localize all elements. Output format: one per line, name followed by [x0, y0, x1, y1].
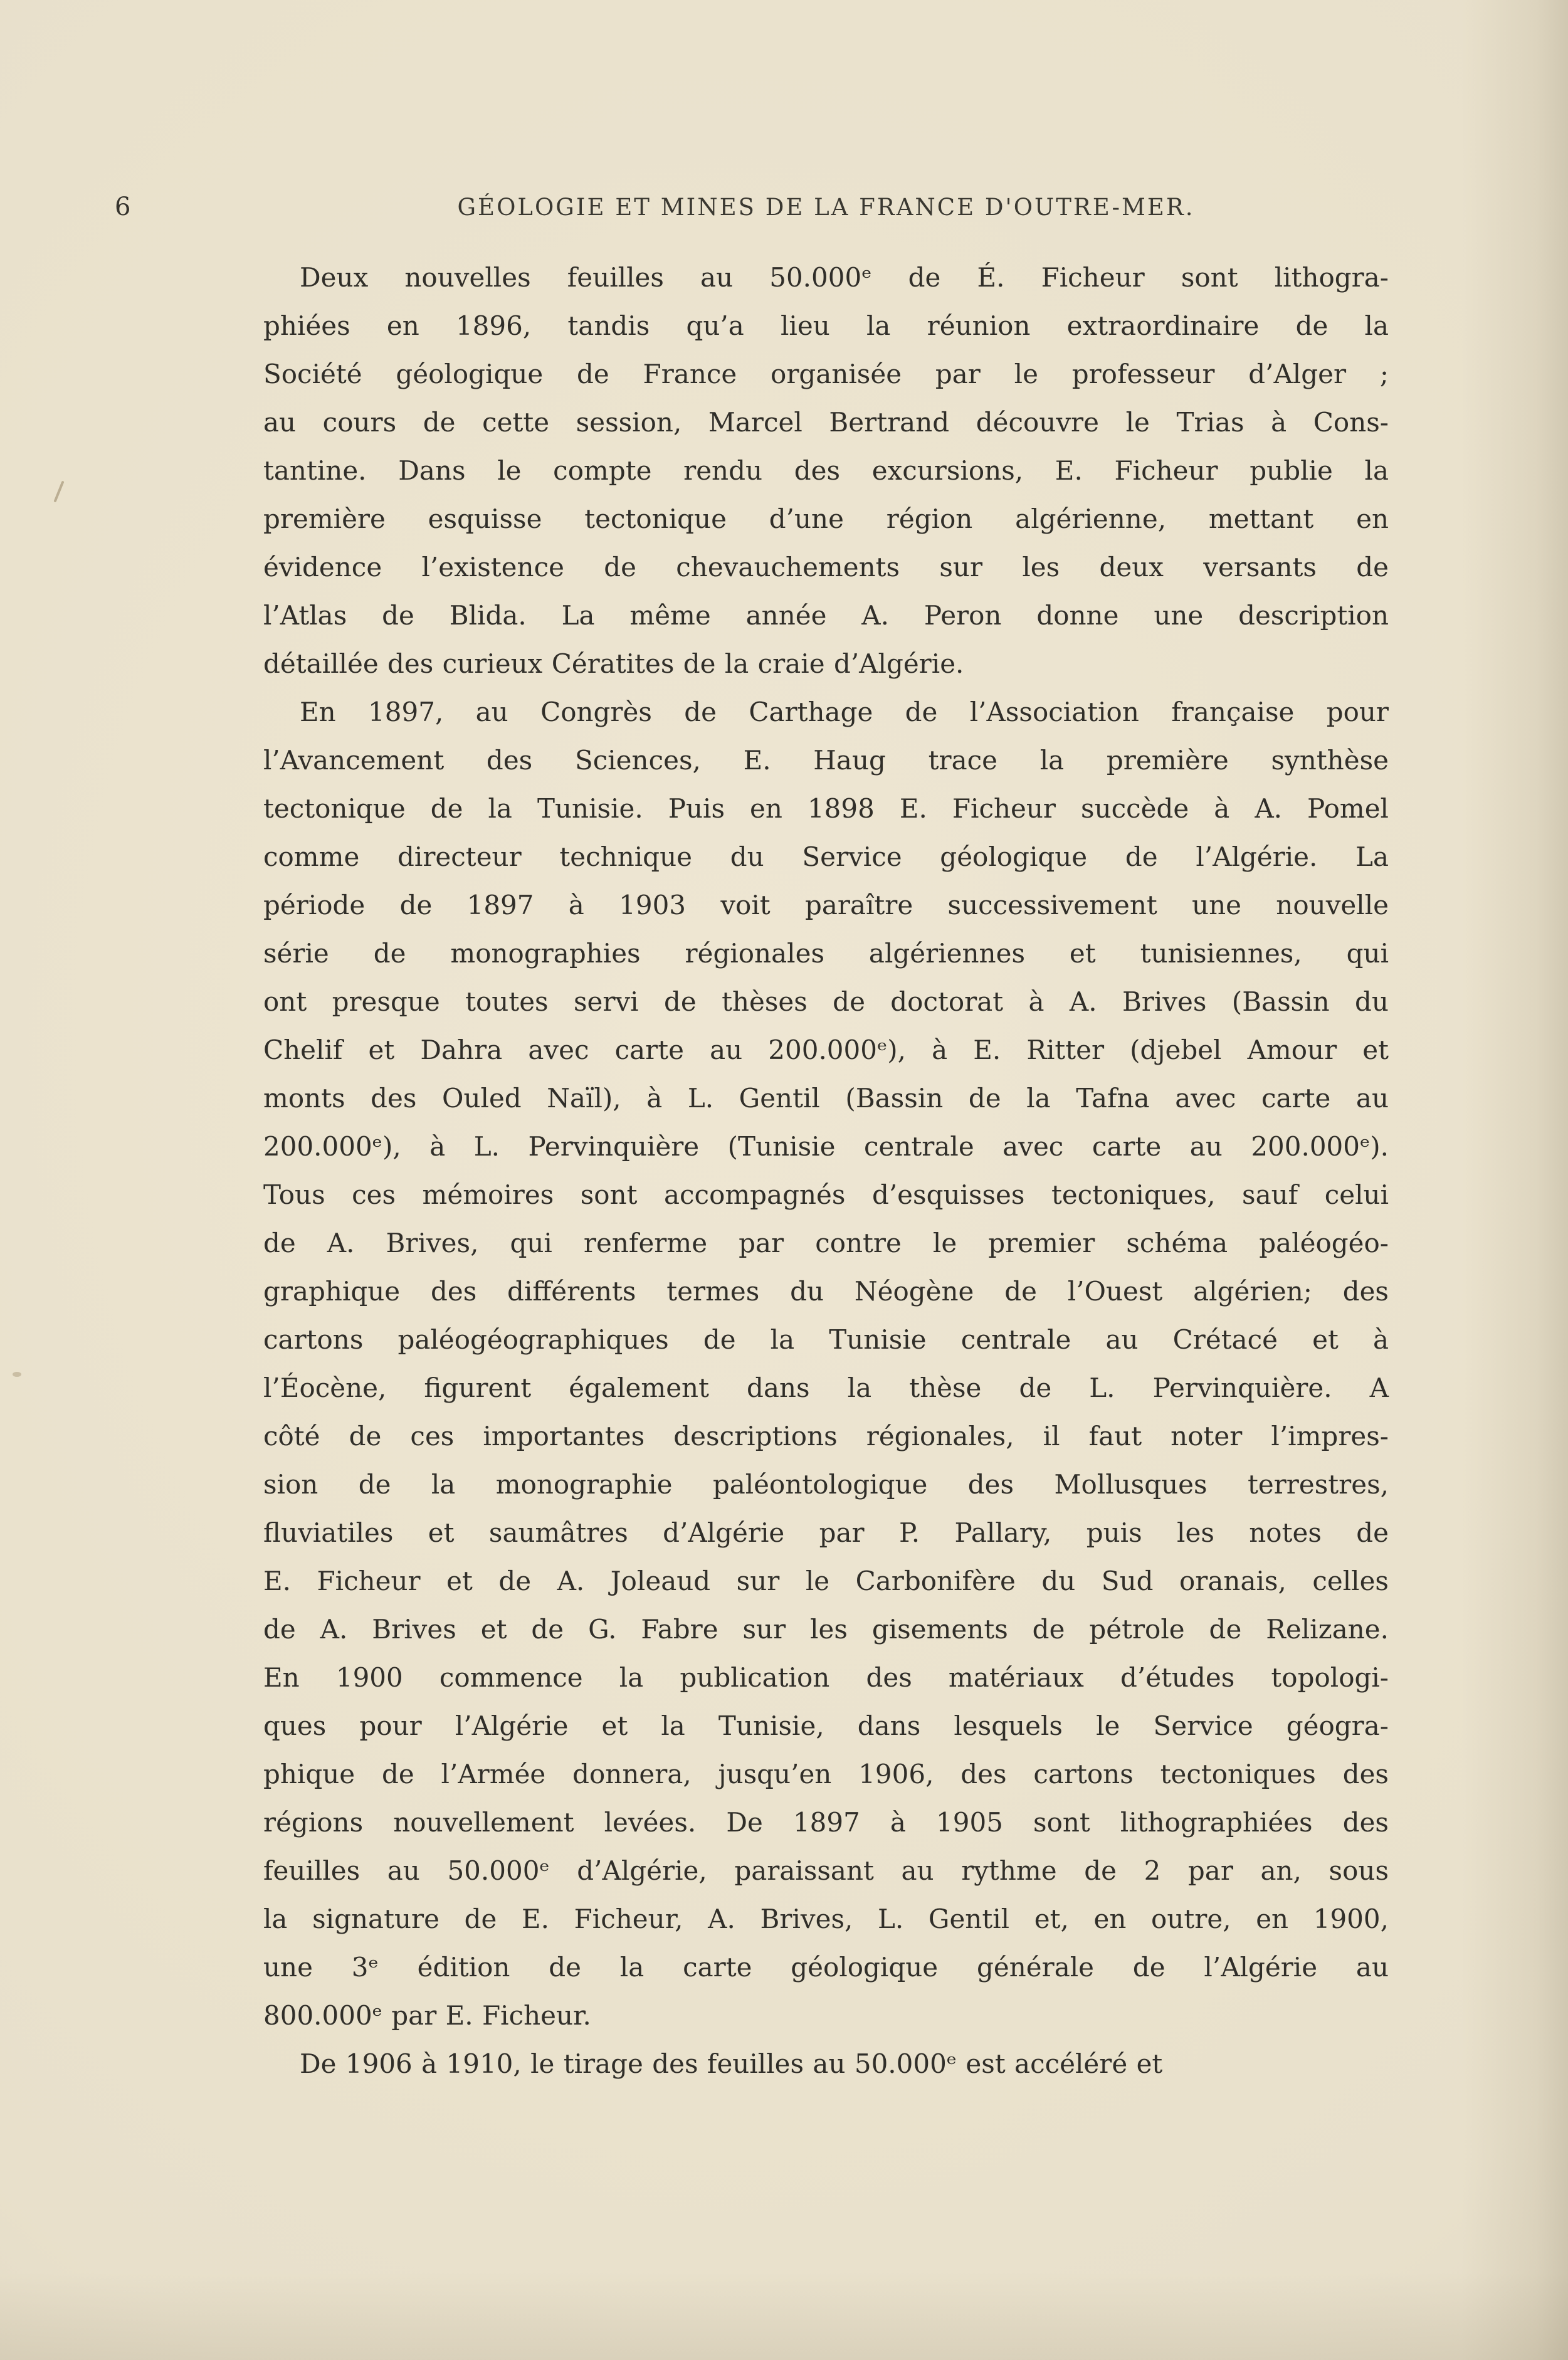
text-line: tantine. Dans le compte rendu des excursions, E. Ficheur publie la — [263, 455, 1389, 486]
text-line: cartons paléogéographiques de la Tunisie centrale au Crétacé et à — [263, 1324, 1389, 1355]
running-header: GÉOLOGIE ET MINES DE LA FRANCE D'OUTRE-MER. — [457, 194, 1195, 221]
text-line: côté de ces importantes descriptions régionales, il faut noter l’impres- — [263, 1421, 1389, 1451]
text-line: Tous ces mémoires sont accompagnés d’esquisses tectoniques, sauf celui — [263, 1179, 1389, 1210]
text-line: Chelif et Dahra avec carte au 200.000ᵉ), à E. Ritter (djebel Amour et — [263, 1035, 1389, 1065]
text-line: feuilles au 50.000ᵉ d’Algérie, paraissant au rythme de 2 par an, sous — [263, 1855, 1389, 1886]
text-line: détaillée des curieux Cératites de la craie d’Algérie. — [263, 648, 964, 679]
text-line: de A. Brives et de G. Fabre sur les gisements de pétrole de Relizane. — [263, 1614, 1389, 1645]
text-line: comme directeur technique du Service géologique de l’Algérie. La — [263, 841, 1389, 872]
text-line: de A. Brives, qui renferme par contre le premier schéma paléogéo- — [263, 1228, 1389, 1258]
text-line: 800.000ᵉ par E. Ficheur. — [263, 2000, 591, 2031]
text-line: En 1897, au Congrès de Carthage de l’Association française pour — [300, 697, 1389, 727]
text-line: 200.000ᵉ), à L. Pervinquière (Tunisie centrale avec carte au 200.000ᵉ). — [263, 1131, 1389, 1162]
text-line: phiées en 1896, tandis qu’a lieu la réunion extraordinaire de la — [263, 310, 1389, 341]
stray-ink-speck — [13, 1372, 21, 1377]
text-line: première esquisse tectonique d’une région algérienne, mettant en — [263, 503, 1389, 534]
text-line: évidence l’existence de chevauchements sur les deux versants de — [263, 552, 1389, 582]
text-line: En 1900 commence la publication des matériaux d’études topologi- — [263, 1662, 1389, 1693]
text-line: l’Atlas de Blida. La même année A. Peron donne une description — [263, 600, 1389, 631]
scan-edge-shadow-bottom — [0, 2272, 1568, 2360]
stray-pencil-mark — [53, 481, 64, 503]
text-line: De 1906 à 1910, le tirage des feuilles au 50.000ᵉ est accéléré et — [300, 2048, 1163, 2079]
text-line: une 3ᵉ édition de la carte géologique générale de l’Algérie au — [263, 1952, 1389, 1983]
text-line: la signature de E. Ficheur, A. Brives, L. Gentil et, en outre, en 1900, — [263, 1904, 1389, 1934]
scan-edge-shadow-right — [1461, 0, 1568, 2360]
text-line: phique de l’Armée donnera, jusqu’en 1906, des cartons tectoniques des — [263, 1759, 1389, 1789]
text-line: tectonique de la Tunisie. Puis en 1898 E. Ficheur succède à A. Pomel — [263, 793, 1389, 824]
body-text — [263, 253, 1389, 2088]
text-line: Société géologique de France organisée par le professeur d’Alger ; — [263, 359, 1389, 389]
text-line: sion de la monographie paléontologique des Mollusques terrestres, — [263, 1469, 1389, 1500]
paragraph — [263, 688, 1389, 2040]
text-line: au cours de cette session, Marcel Bertrand découvre le Trias à Cons- — [263, 407, 1389, 438]
page-number: 6 — [115, 192, 131, 221]
text-line: l’Avancement des Sciences, E. Haug trace la première synthèse — [263, 745, 1389, 776]
text-line: graphique des différents termes du Néogène de l’Ouest algérien; des — [263, 1276, 1389, 1307]
text-line: fluviatiles et saumâtres d’Algérie par P. Pallary, puis les notes de — [263, 1517, 1389, 1548]
paragraph — [263, 2040, 1389, 2088]
text-line: E. Ficheur et de A. Joleaud sur le Carbonifère du Sud oranais, celles — [263, 1566, 1389, 1596]
text-line: Deux nouvelles feuilles au 50.000ᵉ de É. Ficheur sont lithogra- — [300, 262, 1389, 293]
text-line: l’Éocène, figurent également dans la thèse de L. Pervinquière. A — [263, 1372, 1389, 1403]
text-line: monts des Ouled Naïl), à L. Gentil (Bassin de la Tafna avec carte au — [263, 1083, 1389, 1114]
paragraph — [263, 253, 1389, 688]
text-line: ont presque toutes servi de thèses de doctorat à A. Brives (Bassin du — [263, 986, 1389, 1017]
text-line: ques pour l’Algérie et la Tunisie, dans lesquels le Service géogra- — [263, 1710, 1389, 1741]
text-line: régions nouvellement levées. De 1897 à 1905 sont lithographiées des — [263, 1807, 1389, 1838]
text-line: série de monographies régionales algériennes et tunisiennes, qui — [263, 938, 1389, 969]
text-line: période de 1897 à 1903 voit paraître successivement une nouvelle — [263, 890, 1389, 920]
